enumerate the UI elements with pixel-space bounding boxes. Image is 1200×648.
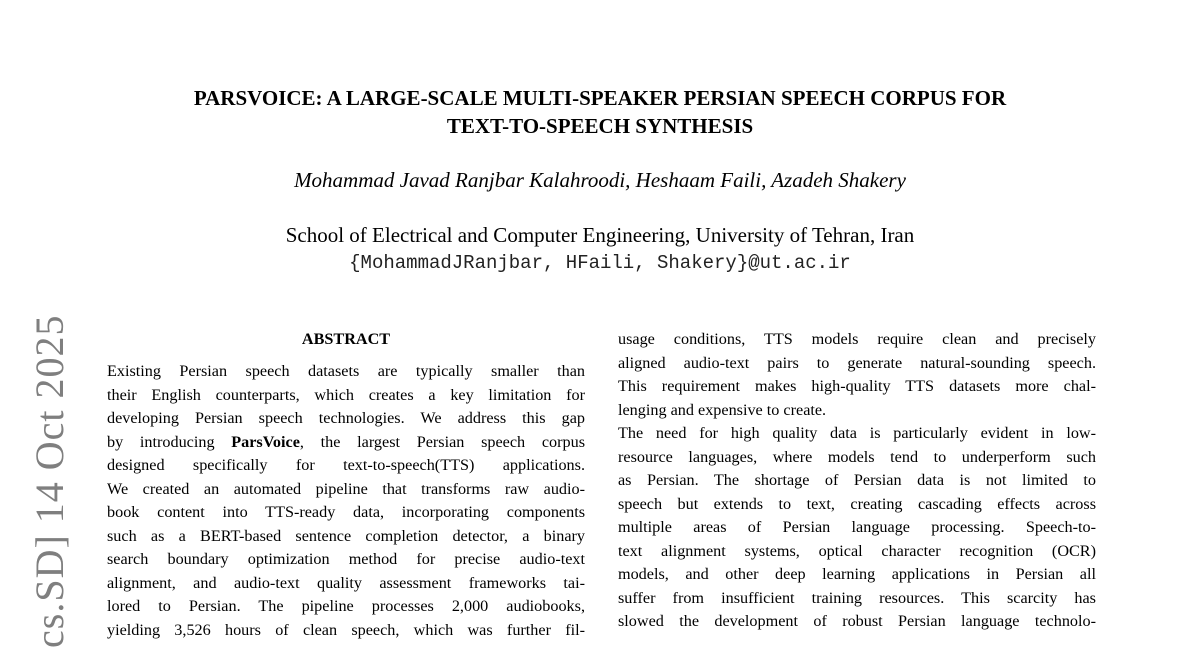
author-emails[interactable]: {MohammadJRanjbar, HFaili, Shakery}@ut.ac.ir xyxy=(349,252,851,274)
body-line: resource languages, where models tend to underperform such xyxy=(618,447,1096,466)
paper-title xyxy=(100,84,1100,140)
abstract-line: developing Persian speech technologies. We address this gap xyxy=(107,409,585,427)
body-line: text alignment systems, optical character recognition (OCR) xyxy=(618,541,1096,560)
body-line: lenging and expensive to create. xyxy=(618,400,827,419)
title-line-2: TEXT-TO-SPEECH SYNTHESIS xyxy=(446,114,754,138)
abstract-line-suffix: , the largest Persian speech corpus xyxy=(299,432,585,451)
affiliation: School of Electrical and Computer Engineering, University of Tehran, Iran xyxy=(285,223,915,247)
body-line: usage conditions, TTS models require clean and precisely xyxy=(618,330,1096,348)
body-line: as Persian. The shortage of Persian data is not limited to xyxy=(618,471,1096,489)
body-line: multiple areas of Persian language processing. Speech-to- xyxy=(618,518,1096,536)
abstract-line: lored to Persian. The pipeline processes 2,000 audiobooks, xyxy=(107,597,585,615)
abstract-line-prefix: by introducing xyxy=(107,432,232,451)
body-line: This requirement makes high-quality TTS datasets more chal- xyxy=(618,377,1096,395)
left-column xyxy=(107,328,585,642)
title-line-1: PARSVOICE: A LARGE-SCALE MULTI-SPEAKER PERSIAN SPEECH CORPUS FOR xyxy=(193,86,1007,110)
abstract-line-with-bold xyxy=(107,431,585,455)
right-column xyxy=(618,328,1096,634)
body-line: aligned audio-text pairs to generate natural-sounding speech. xyxy=(618,353,1096,372)
abstract-heading: ABSTRACT xyxy=(301,330,391,348)
abstract-line: Existing Persian speech datasets are typically smaller than xyxy=(107,362,585,380)
abstract-line: yielding 3,526 hours of clean speech, which was further fil- xyxy=(107,620,585,639)
abstract-line: book content into TTS-ready data, incorporating components xyxy=(107,503,585,521)
author-list: Mohammad Javad Ranjbar Kalahroodi, Heshaam Faili, Azadeh Shakery xyxy=(294,168,906,192)
body-line: slowed the development of robust Persian language technolo- xyxy=(618,612,1096,630)
body-line: suffer from insufficient training resources. This scarcity has xyxy=(618,588,1096,607)
abstract-line: search boundary optimization method for precise audio-text xyxy=(107,550,585,568)
abstract-line: their English counterparts, which creates a key limitation for xyxy=(107,385,585,404)
body-line: models, and other deep learning applications in Persian all xyxy=(618,565,1096,583)
abstract-line: such as a BERT-based sentence completion detector, a binary xyxy=(107,526,585,545)
body-line: speech but extends to text, creating cascading effects across xyxy=(618,494,1096,513)
body-line: The need for high quality data is particularly evident in low- xyxy=(618,424,1096,442)
abstract-line: We created an automated pipeline that transforms raw audio- xyxy=(107,479,585,498)
arxiv-side-stamp: cs.SD] 14 Oct 2025 xyxy=(27,314,72,648)
abstract-line: designed specifically for text-to-speech(TTS) applications. xyxy=(107,456,585,474)
abstract-line: alignment, and audio-text quality assessment frameworks tai- xyxy=(107,573,585,592)
dataset-name: ParsVoice xyxy=(231,432,300,451)
